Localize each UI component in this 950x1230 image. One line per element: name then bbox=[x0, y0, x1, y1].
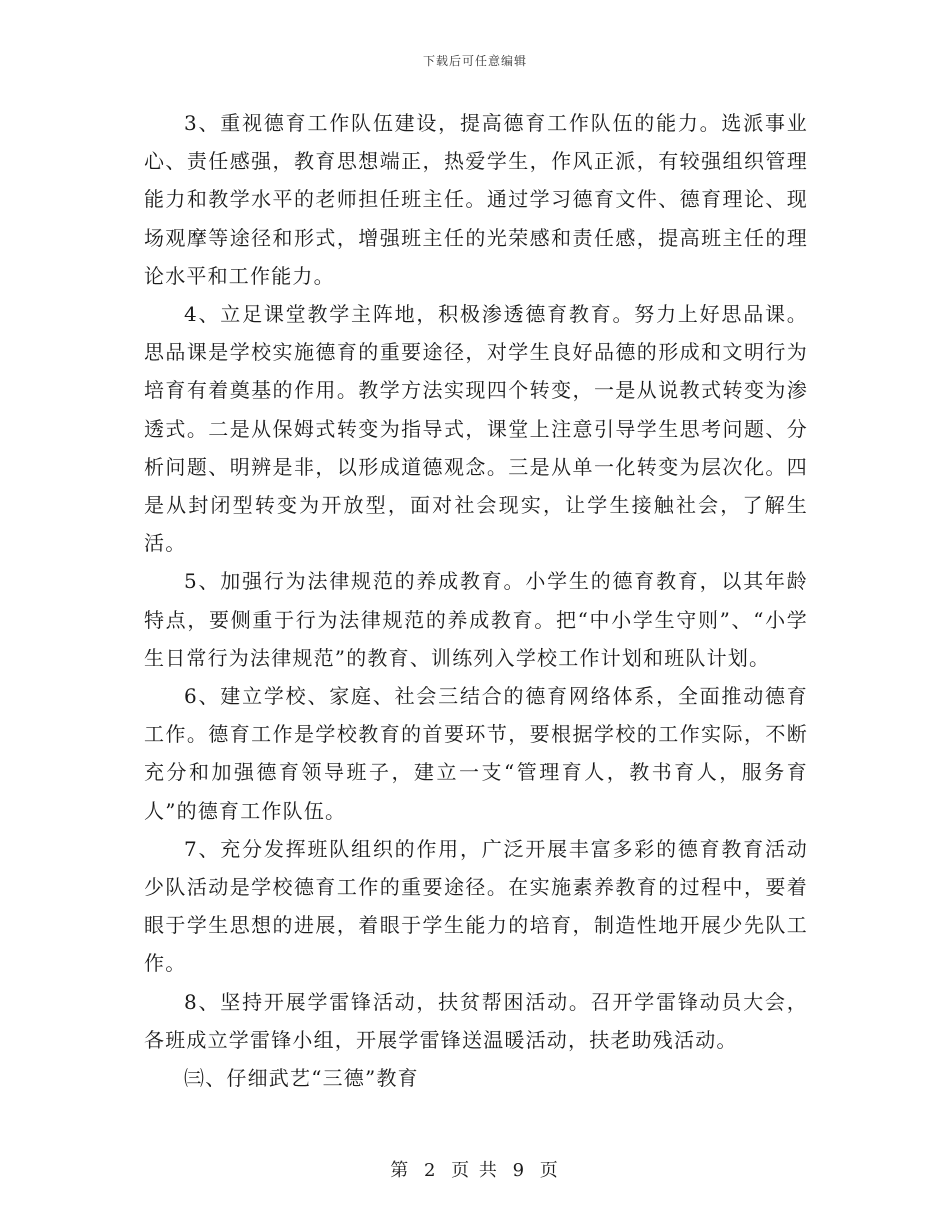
current-page-number: 2 bbox=[423, 1160, 438, 1181]
footer-middle: 页 共 bbox=[451, 1160, 499, 1181]
paragraph-8: 8、坚持开展学雷锋活动，扶贫帮困活动。召开学雷锋动员大会，各班成立学雷锋小组，开展学雷锋送温暖活动，扶老助残活动。 bbox=[144, 989, 808, 1052]
paragraph-5: 5、加强行为法律规范的养成教育。小学生的德育教育，以其年龄特点，要侧重于行为法律规范的养成教育。把“中小学生守则”、“小学生日常行为法律规范”的教育、训练列入学校工作计划和班队计划。 bbox=[144, 569, 808, 670]
section-heading-three-virtues: ㈢、仔细武艺“三德”教育 bbox=[184, 1066, 419, 1091]
page-header: 下载后可任意编辑 bbox=[422, 54, 527, 68]
document-body bbox=[144, 104, 808, 1097]
total-page-count: 9 bbox=[512, 1160, 527, 1181]
paragraph-3: 3、重视德育工作队伍建设，提高德育工作队伍的能力。选派事业心、责任感强，教育思想端正，热爱学生，作风正派，有较强组织管理能力和教学水平的老师担任班主任。通过学习德育文件、德育理论、现场观摩等途径和形式，增强班主任的光荣感和责任感，提高班主任的理论水平和工作能力。 bbox=[144, 111, 808, 288]
paragraph-6: 6、建立学校、家庭、社会三结合的德育网络体系，全面推动德育工作。德育工作是学校教育的首要环节，要根据学校的工作实际，不断充分和加强德育领导班子，建立一支“管理育人，教书育人，服务育人”的德育工作队伍。 bbox=[144, 684, 808, 823]
footer-suffix: 页 bbox=[539, 1160, 560, 1181]
page-footer bbox=[0, 1156, 950, 1182]
paragraph-7: 7、充分发挥班队组织的作用，广泛开展丰富多彩的德育教育活动少队活动是学校德育工作的重要途径。在实施素养教育的过程中，要着眼于学生思想的进展，着眼于学生能力的培育，制造性地开展少先队工作。 bbox=[144, 836, 808, 976]
footer-prefix: 第 bbox=[390, 1160, 411, 1181]
paragraph-4: 4、立足课堂教学主阵地，积极渗透德育教育。努力上好思品课。思品课是学校实施德育的重要途径，对学生良好品德的形成和文明行为培育有着奠基的作用。教学方法实现四个转变，一是从说教式转变为渗透式。二是从保姆式转变为指导式，课堂上注意引导学生思考问题、分析问题、明辨是非，以形成道德观念。三是从单一化转变为层次化。四是从封闭型转变为开放型，面对社会现实，让学生接触社会，了解生活。 bbox=[144, 302, 808, 556]
